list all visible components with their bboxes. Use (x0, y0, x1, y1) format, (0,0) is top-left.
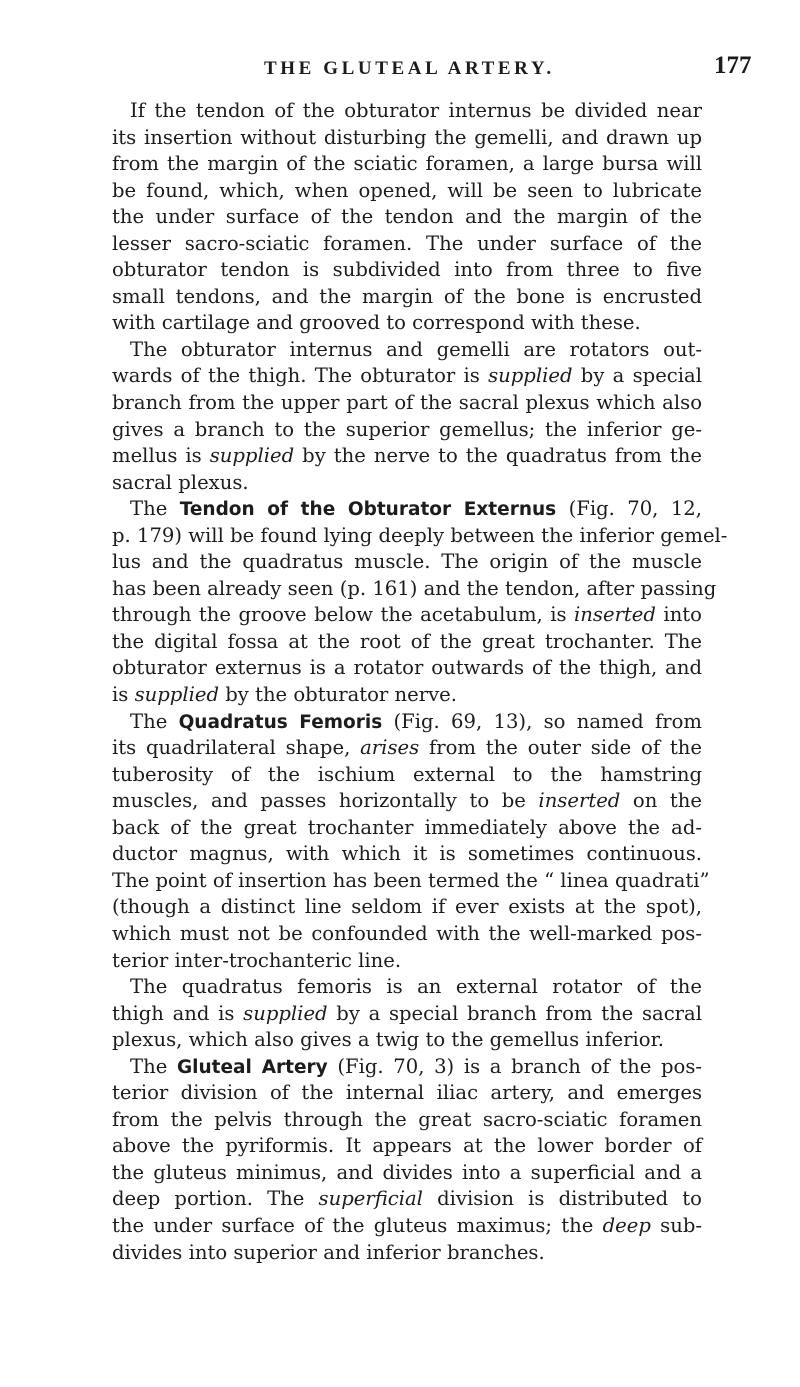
text-line (112, 337, 702, 364)
text-line (112, 1027, 702, 1054)
text-run: (Fig. 70, 3) is a branch of the pos- (327, 1054, 702, 1078)
text-line (112, 815, 702, 842)
text-run: from the pelvis through the great sacro-sciatic foramen (112, 1107, 702, 1131)
text-line (112, 735, 702, 762)
section-heading: Gluteal Artery (176, 1056, 328, 1078)
text-run: on the (620, 789, 702, 813)
text-run: gives a branch to the superior gemellus; the inferior ge- (112, 417, 702, 441)
text-line (112, 655, 702, 682)
text-line (112, 602, 702, 629)
text-line (112, 788, 702, 815)
text-run: The point of insertion has been termed the “ linea quadrati” (112, 868, 710, 892)
text-line (112, 709, 702, 736)
italic-term: arises (360, 736, 420, 760)
italic-term: supplied (134, 683, 219, 707)
text-run: obturator tendon is subdivided into from three to five (112, 258, 702, 282)
text-run: the gluteus minimus, and divides into a superficial and a (112, 1160, 702, 1184)
text-line (112, 974, 702, 1001)
text-line (112, 682, 702, 709)
text-run: tuberosity of the ischium external to the hamstring (112, 762, 702, 786)
text-line (112, 390, 702, 417)
text-line (112, 841, 702, 868)
text-line (112, 948, 702, 975)
text-line (112, 178, 702, 205)
text-run: sacral plexus. (112, 470, 249, 494)
text-run: sub- (650, 1213, 702, 1237)
text-run: its insertion without disturbing the gemelli, and drawn up (112, 125, 702, 149)
text-run: The (130, 1054, 177, 1078)
text-run: above the pyriformis. It appears at the lower border of (112, 1134, 702, 1158)
text-run: by a special branch from the sacral (327, 1001, 702, 1025)
italic-term: supplied (209, 444, 295, 468)
text-run: from the margin of the sciatic foramen, a large bursa will (112, 152, 702, 176)
text-run: has been already seen (p. 161) and the tendon, after passing (112, 576, 717, 600)
text-line (112, 151, 702, 178)
text-line (112, 1001, 702, 1028)
text-line (112, 363, 702, 390)
text-run: deep portion. The (112, 1187, 319, 1211)
text-run: lus and the quadratus muscle. The origin of the muscle (112, 550, 702, 574)
page-number: 177 (714, 52, 752, 79)
italic-term: supplied (488, 364, 573, 388)
body-text (112, 98, 728, 1266)
text-run: terior division of the internal iliac artery, and emerges (112, 1081, 702, 1105)
text-run: If the tendon of the obturator internus be divided near (130, 99, 702, 122)
text-run: lesser sacro-sciatic foramen. The under surface of the (112, 231, 702, 255)
text-run: back of the great trochanter immediately above the ad- (112, 815, 702, 839)
text-run: small tendons, and the margin of the bone is encrusted (112, 284, 702, 308)
text-run: is (112, 683, 135, 707)
text-line (112, 284, 702, 311)
text-run: obturator externus is a rotator outwards of the thigh, and (112, 656, 702, 680)
text-line (112, 1186, 702, 1213)
text-line (112, 1213, 702, 1240)
text-run: The (130, 497, 180, 521)
text-line (112, 629, 702, 656)
text-line (112, 443, 702, 470)
text-run: thigh and is (112, 1001, 244, 1025)
italic-term: inserted (574, 603, 656, 627)
italic-term: superficial (318, 1187, 423, 1211)
text-run: be found, which, when opened, will be seen to lubricate (112, 178, 702, 202)
text-line (112, 496, 702, 523)
text-run: terior inter-trochanteric line. (112, 948, 402, 972)
text-line (112, 310, 702, 337)
text-line (112, 894, 702, 921)
text-run: (though a distinct line seldom if ever exists at the spot), (112, 895, 702, 919)
text-run: mellus is (112, 444, 210, 468)
text-line (112, 231, 702, 258)
text-run: the under surface of the gluteus maximus; the (112, 1213, 603, 1237)
text-line (112, 762, 702, 789)
italic-term: supplied (243, 1001, 328, 1025)
text-run: its quadrilateral shape, (112, 736, 361, 760)
text-line (112, 1160, 702, 1187)
text-run: wards of the thigh. The obturator is (112, 364, 489, 388)
text-run: p. 179) will be found lying deeply between the inferior gemel- (112, 523, 728, 547)
text-run: by the nerve to the quadratus from the (294, 444, 702, 468)
text-line (112, 1054, 702, 1081)
text-run: branch from the upper part of the sacral plexus which also (112, 391, 702, 415)
text-run: The (130, 709, 179, 733)
text-run: division is distributed to (422, 1187, 702, 1211)
text-run: the digital fossa at the root of the great trochanter. The (112, 629, 702, 653)
text-line (112, 257, 702, 284)
text-run: by the obturator nerve. (219, 683, 458, 707)
text-run: ductor magnus, with which it is sometimes continuous. (112, 842, 702, 866)
italic-term: deep (602, 1213, 651, 1237)
text-run: from the outer side of the (419, 736, 702, 760)
text-run: which must not be confounded with the well-marked pos- (112, 921, 702, 945)
text-line (112, 1133, 702, 1160)
text-run: divides into superior and inferior branches. (112, 1240, 545, 1264)
text-line (112, 921, 702, 948)
text-run: by a special (572, 364, 702, 388)
text-run: plexus, which also gives a twig to the gemellus inferior. (112, 1028, 665, 1052)
text-run: The quadratus femoris is an external rotator of the (130, 975, 702, 999)
text-run: through the groove below the acetabulum, is (112, 603, 575, 627)
text-run: into (655, 603, 702, 627)
text-line (112, 470, 702, 497)
text-line (112, 868, 710, 895)
italic-term: inserted (538, 789, 621, 813)
text-run: (Fig. 69, 13), so named from (382, 709, 702, 733)
text-line (112, 549, 702, 576)
text-line (112, 98, 702, 125)
section-heading: Quadratus Femoris (178, 711, 383, 733)
running-head (0, 52, 800, 88)
text-line (112, 1107, 702, 1134)
text-run: the under surface of the tendon and the margin of the (112, 205, 702, 229)
text-line (112, 523, 728, 550)
text-line (112, 1080, 702, 1107)
text-run: muscles, and passes horizontally to be (112, 789, 539, 813)
text-run: The obturator internus and gemelli are rotators out- (130, 337, 702, 361)
text-line (112, 125, 702, 152)
text-line (112, 1240, 702, 1267)
text-line (112, 576, 717, 603)
text-run: (Fig. 70, 12, (556, 497, 702, 521)
running-title: THE GLUTEAL ARTERY. (264, 58, 555, 79)
section-heading: Tendon of the Obturator Externus (179, 499, 557, 521)
text-line (112, 204, 702, 231)
text-run: with cartilage and grooved to correspond with these. (112, 311, 641, 335)
text-line (112, 417, 702, 444)
